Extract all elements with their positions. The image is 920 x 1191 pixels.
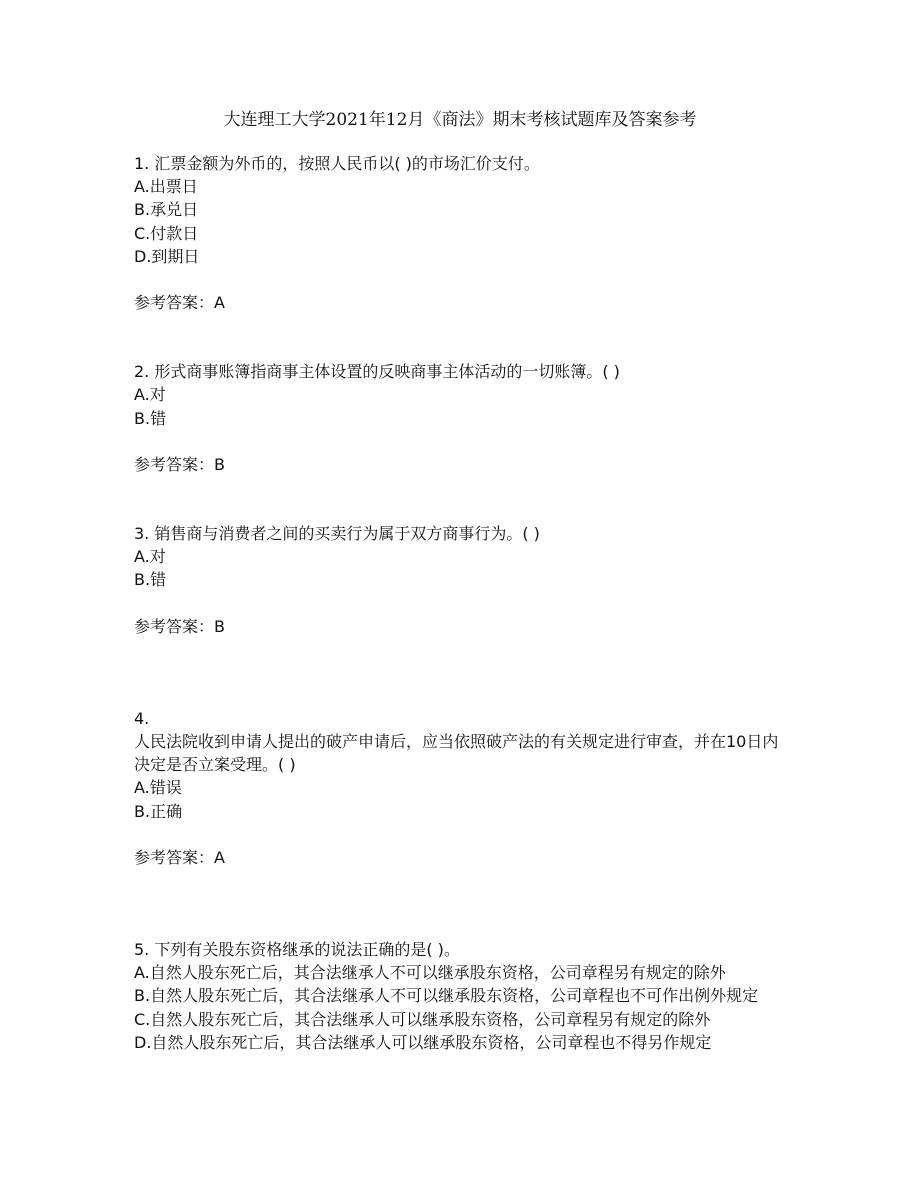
option-a: A.对 <box>134 385 166 405</box>
option-d: D.到期日 <box>134 246 200 266</box>
question-text: 人民法院收到申请人提出的破产申请后，应当依照破产法的有关规定进行审查，并在10日内决定是否立案受理。( ) <box>134 732 779 775</box>
question-text: 2. 形式商事账簿指商事主体设置的反映商事主体活动的一切账簿。( ) <box>134 362 620 382</box>
question-text: 1. 汇票金额为外币的，按照人民币以( )的市场汇价支付。 <box>134 154 540 173</box>
option-a: A.错误 <box>134 778 182 798</box>
question-text: 5. 下列有关股东资格继承的说法正确的是( )。 <box>134 940 460 960</box>
option-a: A.出票日 <box>134 177 198 197</box>
question-3 <box>134 522 790 638</box>
answer: 参考答案：B <box>134 454 225 474</box>
question-2 <box>134 360 790 476</box>
question-list <box>134 152 790 1054</box>
option-a: A.自然人股东死亡后，其合法继承人不可以继承股东资格，公司章程另有规定的除外 <box>134 963 726 983</box>
spacer <box>134 915 790 938</box>
question-4 <box>134 707 790 869</box>
answer: 参考答案：A <box>134 847 225 867</box>
document-title: 大连理工大学2021年12月《商法》期末考核试题库及答案参考 <box>223 110 697 130</box>
option-b: B.正确 <box>134 801 183 821</box>
option-c: C.付款日 <box>134 223 199 243</box>
question-1 <box>134 152 790 314</box>
answer: 参考答案：A <box>134 293 225 313</box>
question-5 <box>134 938 790 1054</box>
option-b: B.承兑日 <box>134 200 199 220</box>
option-b: B.自然人股东死亡后，其合法继承人不可以继承股东资格，公司章程也不可作出例外规定 <box>134 986 759 1006</box>
option-b: B.错 <box>134 570 167 590</box>
question-text: 3. 销售商与消费者之间的买卖行为属于双方商事行为。( ) <box>134 524 540 544</box>
option-d: D.自然人股东死亡后，其合法继承人可以继承股东资格，公司章程也不得另作规定 <box>134 1032 712 1052</box>
question-number: 4. <box>134 708 150 728</box>
option-c: C.自然人股东死亡后，其合法继承人可以继承股东资格，公司章程另有规定的除外 <box>134 1009 711 1029</box>
answer: 参考答案：B <box>134 616 225 636</box>
option-b: B.错 <box>134 408 167 428</box>
spacer <box>134 684 790 707</box>
option-a: A.对 <box>134 547 166 567</box>
